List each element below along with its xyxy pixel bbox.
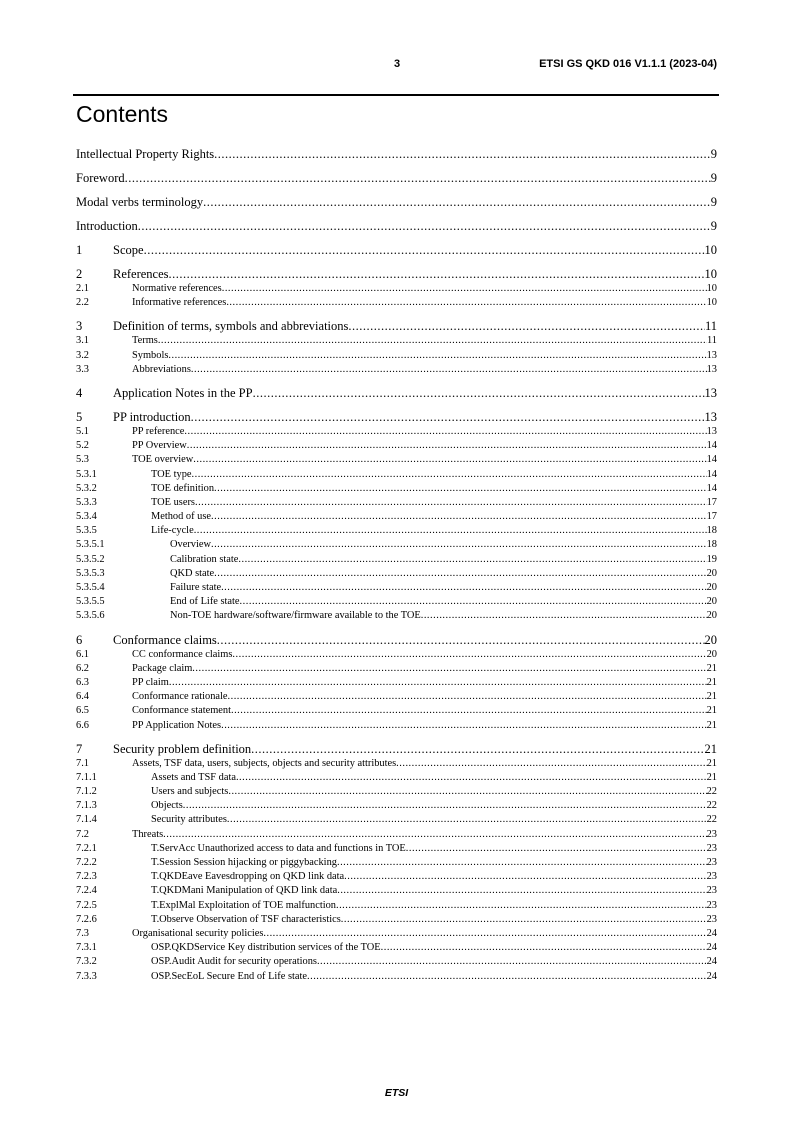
toc-entry-title[interactable]: Objects	[151, 800, 183, 812]
toc-dot-leader	[211, 538, 707, 552]
toc-entry-page[interactable]: 18	[706, 539, 717, 551]
toc-entry-number: 1	[76, 243, 83, 257]
toc-entry-number: 5.3.5.5	[76, 596, 105, 608]
toc-dot-leader	[214, 567, 706, 581]
toc-entry-title[interactable]: Definition of terms, symbols and abbreviations	[113, 319, 349, 334]
toc-entry-page[interactable]: 21	[706, 705, 717, 717]
toc-dot-leader	[226, 296, 706, 310]
toc-entry-page[interactable]: 21	[706, 691, 717, 703]
toc-dot-leader	[228, 690, 707, 704]
toc-entry[interactable]	[76, 581, 717, 595]
toc-entry-page[interactable]: 23	[706, 857, 717, 868]
toc-entry-title[interactable]: Security attributes	[151, 814, 227, 826]
toc-entry-page[interactable]: 23	[706, 842, 717, 854]
toc-entry[interactable]	[76, 870, 717, 884]
toc-entry-title[interactable]: PP claim	[132, 676, 169, 688]
toc-entry-title[interactable]: Introduction	[76, 219, 138, 233]
toc-entry-page[interactable]: 9	[710, 171, 717, 185]
toc-dot-leader	[337, 884, 706, 898]
toc-entry-title[interactable]: Conformance claims	[113, 632, 217, 647]
toc-entry-page[interactable]: 21	[706, 771, 717, 783]
toc-entry-number: 5.3.3	[76, 496, 97, 508]
toc-entry-page[interactable]: 13	[706, 425, 717, 437]
toc-entry-title[interactable]: PP introduction	[113, 409, 191, 424]
toc-entry-number: 2.2	[76, 297, 89, 309]
toc-entry-number: 3.1	[76, 335, 89, 347]
toc-entry-number: 7.2.1	[76, 842, 97, 854]
toc-entry-page[interactable]: 14	[706, 440, 717, 452]
toc-entry[interactable]	[76, 771, 717, 785]
toc-entry-number: 3	[76, 319, 83, 334]
toc-entry-number: 5.3.2	[76, 482, 97, 494]
document-id: ETSI GS QKD 016 V1.1.1 (2023-04)	[539, 58, 717, 70]
toc-dot-leader	[344, 870, 706, 884]
toc-entry-number: 7.2.3	[76, 871, 97, 883]
toc-entry-page[interactable]: 21	[706, 662, 717, 674]
toc-entry-number: 7.2.4	[76, 885, 97, 897]
toc-entry-title[interactable]: T.QKDMani Manipulation of QKD link data	[151, 885, 338, 897]
toc-entry[interactable]	[76, 468, 717, 482]
toc-entry[interactable]	[76, 955, 717, 969]
toc-entry[interactable]	[76, 719, 717, 733]
toc-dot-leader	[228, 785, 706, 799]
toc-entry-page[interactable]: 24	[706, 942, 717, 954]
toc-dot-leader	[396, 757, 706, 771]
toc-dot-leader	[221, 719, 707, 733]
toc-entry-page[interactable]: 17	[706, 511, 717, 523]
toc-entry-number: 7.2.5	[76, 899, 97, 911]
toc-dot-leader	[158, 334, 707, 348]
toc-dot-leader	[406, 842, 707, 856]
toc-entry[interactable]	[76, 553, 717, 567]
toc-entry-title[interactable]: Application Notes in the PP	[113, 385, 253, 400]
toc-dot-leader	[337, 856, 707, 870]
toc-entry[interactable]	[76, 828, 717, 842]
toc-dot-leader	[232, 648, 706, 662]
toc-entry-title[interactable]: Threats	[132, 828, 164, 840]
toc-entry-number: 6.4	[76, 691, 89, 703]
toc-entry[interactable]	[76, 349, 717, 363]
toc-entry-page[interactable]: 23	[706, 885, 717, 897]
toc-dot-leader	[317, 955, 707, 969]
toc-entry-number: 7.2.2	[76, 857, 97, 868]
toc-entry-title[interactable]: TOE overview	[132, 454, 194, 466]
toc-dot-leader	[336, 899, 707, 913]
toc-entry-title[interactable]: Symbols	[132, 349, 169, 361]
toc-entry-number: 7.1.2	[76, 786, 97, 798]
toc-entry[interactable]	[76, 884, 717, 898]
toc-entry-title[interactable]: PP Overview	[132, 440, 187, 452]
toc-entry-title[interactable]: Calibration state	[170, 553, 239, 565]
toc-entry[interactable]	[76, 218, 717, 234]
toc-entry-page[interactable]: 24	[706, 956, 717, 968]
toc-entry-number: 5.3.5.3	[76, 567, 105, 579]
toc-entry[interactable]	[76, 510, 717, 524]
toc-entry-page[interactable]: 20	[706, 610, 717, 622]
toc-entry-title[interactable]: Scope	[113, 243, 144, 257]
toc-entry-page[interactable]: 23	[706, 828, 717, 840]
toc-entry-page[interactable]: 10	[704, 267, 717, 281]
toc-entry-title[interactable]: TOE type	[151, 468, 192, 480]
toc-entry-number: 5.3.5.2	[76, 553, 105, 565]
toc-dot-leader	[192, 662, 706, 676]
toc-entry[interactable]	[76, 856, 717, 870]
footer-publisher: ETSI	[384, 1087, 409, 1099]
toc-entry[interactable]	[76, 899, 717, 913]
toc-entry-page[interactable]: 9	[710, 147, 717, 161]
toc-entry-number: 7.1.3	[76, 800, 97, 812]
toc-entry-title[interactable]: Security problem definition	[113, 741, 252, 756]
toc-entry[interactable]	[76, 282, 717, 296]
toc-entry-page[interactable]: 13	[706, 349, 717, 361]
toc-entry[interactable]	[76, 482, 717, 496]
toc-entry-page[interactable]: 23	[706, 913, 717, 925]
toc-dot-leader	[421, 609, 707, 623]
toc-entry[interactable]	[76, 813, 717, 827]
toc-entry[interactable]	[76, 170, 717, 186]
toc-entry-number: 6	[76, 632, 83, 647]
toc-dot-leader	[187, 439, 707, 453]
toc-entry-title[interactable]: TOE users	[151, 496, 195, 508]
toc-dot-leader	[192, 468, 707, 482]
toc-entry-title[interactable]: OSP.Audit Audit for security operations	[151, 956, 317, 968]
toc-entry-title[interactable]: Failure state	[170, 582, 222, 593]
toc-entry-number: 2	[76, 267, 83, 281]
toc-entry[interactable]	[76, 704, 717, 718]
toc-entry-page[interactable]: 9	[710, 219, 717, 233]
toc-entry[interactable]	[76, 970, 717, 984]
toc-entry[interactable]	[76, 609, 717, 623]
toc-entry-title[interactable]: Overview	[170, 539, 211, 551]
toc-entry-title[interactable]: Normative references	[132, 283, 222, 294]
toc-entry[interactable]	[76, 385, 717, 401]
toc-entry-number: 5.1	[76, 425, 89, 437]
toc-entry[interactable]	[76, 676, 717, 690]
toc-dot-leader	[217, 632, 705, 648]
toc-entry[interactable]	[76, 242, 717, 258]
page-header	[76, 58, 717, 72]
toc-entry-title[interactable]: Abbreviations	[132, 363, 191, 375]
toc-dot-leader	[341, 913, 707, 927]
toc-entry-number: 7.1.4	[76, 814, 97, 826]
toc-entry[interactable]	[76, 146, 717, 162]
toc-entry-page[interactable]: 21	[706, 757, 717, 769]
toc-entry-title[interactable]: Assets, TSF data, users, subjects, objects and security attributes	[132, 757, 397, 769]
toc-entry-number: 3.2	[76, 349, 89, 361]
toc-dot-leader	[125, 170, 711, 186]
toc-entry-page[interactable]: 22	[706, 814, 717, 826]
toc-entry-title[interactable]: Method of use	[151, 511, 212, 523]
toc-entry-number: 7.1	[76, 757, 89, 769]
toc-dot-leader	[231, 704, 707, 718]
toc-entry-title[interactable]: T.ExplMal Exploitation of TOE malfunction	[151, 899, 336, 911]
toc-entry-number: 4	[76, 385, 83, 400]
toc-entry[interactable]	[76, 538, 717, 552]
toc-entry-number: 2.1	[76, 283, 89, 294]
toc-entry-number: 7.3	[76, 927, 89, 939]
page-title: Contents	[76, 101, 169, 127]
toc-entry[interactable]	[76, 632, 717, 648]
toc-entry-page[interactable]: 11	[704, 319, 717, 334]
toc-entry-title[interactable]: Organisational security policies	[132, 927, 264, 939]
toc-entry[interactable]	[76, 496, 717, 510]
toc-dot-leader	[240, 595, 707, 609]
toc-entry[interactable]	[76, 296, 717, 310]
toc-entry[interactable]	[76, 567, 717, 581]
toc-dot-leader	[184, 425, 706, 439]
toc-dot-leader	[191, 409, 705, 425]
toc-entry[interactable]	[76, 927, 717, 941]
toc-dot-leader	[227, 813, 707, 827]
toc-entry-page[interactable]: 20	[706, 567, 717, 579]
toc-entry[interactable]	[76, 662, 717, 676]
toc-entry[interactable]	[76, 913, 717, 927]
toc-dot-leader	[221, 581, 707, 595]
toc-entry-number: 6.2	[76, 662, 89, 674]
toc-entry-number: 7	[76, 741, 83, 756]
toc-dot-leader	[238, 553, 706, 567]
toc-entry-title[interactable]: Package claim	[132, 662, 193, 674]
toc-entry-title[interactable]: Foreword	[76, 171, 125, 185]
toc-dot-leader	[194, 524, 707, 538]
toc-dot-leader	[307, 970, 707, 984]
toc-entry[interactable]	[76, 524, 717, 538]
toc-entry-page[interactable]: 13	[706, 363, 717, 375]
toc-entry[interactable]	[76, 648, 717, 662]
toc-dot-leader	[211, 510, 707, 524]
toc-entry-page[interactable]: 20	[704, 632, 717, 647]
toc-entry-number: 5.3.5.6	[76, 610, 105, 622]
toc-dot-leader	[214, 146, 711, 162]
toc-entry-page[interactable]: 13	[704, 409, 717, 424]
toc-entry-page[interactable]: 10	[706, 297, 717, 309]
toc-entry-page[interactable]: 10	[706, 283, 717, 294]
toc-entry-number: 5.3.5	[76, 525, 97, 537]
toc-entry-page[interactable]: 24	[706, 927, 717, 939]
toc-entry-title[interactable]: Terms	[132, 335, 158, 347]
toc-entry[interactable]	[76, 690, 717, 704]
toc-entry[interactable]	[76, 785, 717, 799]
toc-entry-page[interactable]: 17	[706, 496, 717, 508]
toc-dot-leader	[222, 282, 707, 296]
toc-dot-leader	[214, 482, 707, 496]
toc-entry-page[interactable]: 24	[706, 970, 717, 982]
toc-dot-leader	[138, 218, 711, 234]
toc-entry-page[interactable]: 23	[706, 899, 717, 911]
toc-entry-number: 5.3.4	[76, 511, 97, 523]
toc-entry-number: 6.3	[76, 676, 89, 688]
toc-entry[interactable]	[76, 941, 717, 955]
toc-entry-number: 6.6	[76, 719, 89, 731]
toc-entry-title[interactable]: CC conformance claims	[132, 648, 233, 660]
toc-entry-title[interactable]: TOE definition	[151, 482, 215, 494]
toc-dot-leader	[193, 453, 706, 467]
page-number: 3	[394, 58, 401, 70]
toc-entry-page[interactable]: 21	[706, 676, 717, 688]
toc-entry[interactable]	[76, 741, 717, 757]
toc-entry[interactable]	[76, 439, 717, 453]
toc-entry-title[interactable]: PP Application Notes	[132, 719, 222, 731]
toc-entry-number: 7.2.6	[76, 913, 97, 925]
toc-entry-title[interactable]: T.Observe Observation of TSF characteristics	[151, 913, 341, 925]
toc-entry[interactable]	[76, 799, 717, 813]
toc-entry-number: 7.3.2	[76, 956, 97, 968]
toc-entry[interactable]	[76, 318, 717, 334]
toc-entry-title[interactable]: References	[113, 267, 169, 281]
toc-entry-page[interactable]: 11	[706, 335, 717, 347]
table-of-contents	[76, 146, 717, 984]
toc-dot-leader	[169, 266, 705, 282]
toc-dot-leader	[168, 349, 706, 363]
toc-entry-page[interactable]: 13	[704, 385, 717, 400]
toc-entry[interactable]	[76, 425, 717, 439]
toc-entry-title[interactable]: Modal verbs terminology	[76, 195, 204, 209]
toc-entry-page[interactable]: 20	[706, 596, 717, 608]
header-rule	[73, 94, 719, 96]
toc-entry-number: 7.3.1	[76, 942, 97, 954]
toc-entry-number: 3.3	[76, 363, 89, 375]
toc-entry[interactable]	[76, 409, 717, 425]
toc-dot-leader	[253, 385, 705, 401]
toc-dot-leader	[163, 828, 706, 842]
toc-entry-number: 5.3.5.4	[76, 582, 105, 593]
toc-entry-page[interactable]: 20	[706, 648, 717, 660]
toc-entry-number: 5.3.1	[76, 468, 97, 480]
toc-entry-number: 7.3.3	[76, 970, 97, 982]
toc-entry-page[interactable]: 21	[706, 719, 717, 731]
toc-entry-page[interactable]: 14	[706, 454, 717, 466]
toc-dot-leader	[251, 741, 704, 757]
toc-entry-page[interactable]: 23	[706, 871, 717, 883]
toc-entry[interactable]	[76, 595, 717, 609]
toc-entry-number: 5.3.5.1	[76, 539, 105, 551]
toc-entry[interactable]	[76, 266, 717, 282]
toc-entry[interactable]	[76, 453, 717, 467]
toc-dot-leader	[263, 927, 706, 941]
toc-entry-page[interactable]: 22	[706, 800, 717, 812]
toc-dot-leader	[195, 496, 707, 510]
toc-entry-title[interactable]: Conformance rationale	[132, 691, 228, 703]
toc-entry-title[interactable]: End of Life state	[170, 596, 240, 608]
toc-entry[interactable]	[76, 757, 717, 771]
toc-entry-number: 6.5	[76, 705, 89, 717]
toc-dot-leader	[348, 318, 705, 334]
toc-dot-leader	[381, 941, 707, 955]
toc-entry-title[interactable]: T.QKDEave Eavesdropping on QKD link data	[151, 871, 345, 883]
toc-dot-leader	[236, 771, 707, 785]
toc-entry-page[interactable]: 19	[706, 553, 717, 565]
toc-entry-number: 5.2	[76, 440, 89, 452]
toc-entry-title[interactable]: OSP.SecEoL Secure End of Life state	[151, 970, 308, 982]
toc-entry-number: 5.3	[76, 454, 89, 466]
toc-entry-title[interactable]: QKD state	[170, 567, 215, 579]
toc-entry-title[interactable]: T.ServAcc Unauthorized access to data and functions in TOE	[151, 842, 406, 854]
toc-entry-number: 7.2	[76, 828, 89, 840]
toc-entry-title[interactable]: Users and subjects	[151, 786, 229, 798]
toc-dot-leader	[191, 363, 707, 377]
toc-entry-number: 7.1.1	[76, 771, 97, 783]
toc-entry-page[interactable]: 20	[706, 582, 717, 593]
toc-entry-page[interactable]: 21	[704, 741, 717, 756]
toc-entry-page[interactable]: 14	[706, 468, 717, 480]
toc-entry-number: 5	[76, 409, 83, 424]
toc-entry-title[interactable]: Intellectual Property Rights	[76, 147, 215, 161]
toc-entry-page[interactable]: 9	[710, 195, 717, 209]
toc-entry-page[interactable]: 14	[706, 482, 717, 494]
toc-entry-page[interactable]: 18	[706, 525, 717, 537]
toc-entry-number: 6.1	[76, 648, 89, 660]
toc-dot-leader	[144, 242, 705, 258]
toc-entry-title[interactable]: PP reference	[132, 425, 185, 437]
toc-entry-title[interactable]: OSP.QKDService Key distribution services of the TOE	[151, 942, 381, 954]
toc-entry[interactable]	[76, 334, 717, 348]
toc-entry-title[interactable]: T.Session Session hijacking or piggybacking	[151, 857, 337, 868]
toc-entry-title[interactable]: Informative references	[132, 297, 227, 309]
toc-dot-leader	[169, 676, 707, 690]
toc-entry[interactable]	[76, 194, 717, 210]
toc-entry-title[interactable]: Life-cycle	[151, 525, 194, 537]
toc-dot-leader	[183, 799, 707, 813]
toc-entry[interactable]	[76, 842, 717, 856]
toc-dot-leader	[203, 194, 711, 210]
toc-entry-page[interactable]: 22	[706, 786, 717, 798]
toc-entry-title[interactable]: Assets and TSF data	[151, 771, 236, 783]
toc-entry-title[interactable]: Conformance statement	[132, 705, 231, 717]
toc-entry[interactable]	[76, 363, 717, 377]
toc-entry-title[interactable]: Non-TOE hardware/software/firmware available to the TOE	[170, 610, 421, 622]
toc-entry-page[interactable]: 10	[704, 243, 717, 257]
